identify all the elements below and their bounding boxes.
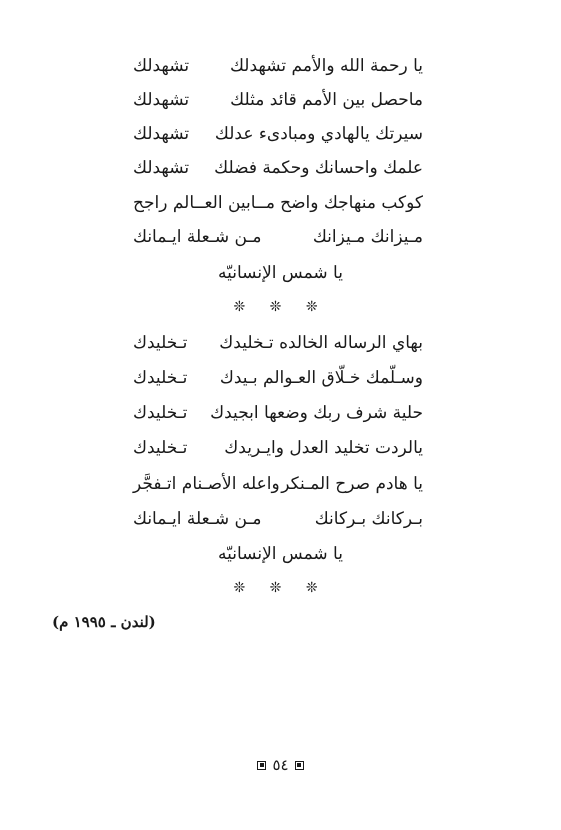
verse-first-hemistich: علمك واحسانك وحكمة فضلك xyxy=(214,158,423,178)
verse-second-hemistich: تـخليدك xyxy=(133,368,188,388)
verse-second-hemistich: واعله الأصـنام اتـفجَّر xyxy=(133,474,280,494)
verse-second-hemistich: مـن شـعلة ايـمانك xyxy=(133,509,262,529)
refrain-line: يا شمس الإنسانيّه xyxy=(218,263,343,283)
verse-first-hemistich: حلية شرف ربك وضعها ابجيدك xyxy=(210,403,423,423)
verse-line xyxy=(133,332,423,354)
verse-line xyxy=(133,89,423,111)
verse-first-hemistich: سيرتك يالهادي ومبادىء عدلك xyxy=(214,124,423,144)
stanza-separator: ❊ ❊ ❊ xyxy=(233,580,328,596)
verse-line xyxy=(133,55,423,77)
verse-line xyxy=(133,402,423,424)
page-number-value: ٥٤ xyxy=(272,756,289,774)
verse-first-hemistich: بهاي الرساله الخالده تـخليدك xyxy=(219,333,423,353)
verse-first-hemistich: ماحصل بين الأمم قائد مثلك xyxy=(230,90,423,110)
verse-second-hemistich: تـخليدك xyxy=(133,403,188,423)
square-box-icon xyxy=(295,761,304,770)
verse-second-hemistich: تشهدلك xyxy=(133,90,190,110)
page-number xyxy=(0,755,561,775)
square-box-icon xyxy=(257,761,266,770)
verse-first-hemistich: يالردت تخليد العدل وايـريدك xyxy=(224,438,423,458)
place-date-note: (لندن ـ ١٩٩٥ م) xyxy=(52,613,156,631)
verse-line xyxy=(133,508,423,530)
verse-second-hemistich: تـخليدك xyxy=(133,438,188,458)
verse-second-hemistich: مـن شـعلة ايـمانك xyxy=(133,227,262,247)
verse-line xyxy=(133,226,423,248)
verse-first-hemistich: وسـلّمك خـلّاق العـوالم بـيدك xyxy=(219,368,423,388)
verse-second-hemistich: تشهدلك xyxy=(133,124,190,144)
verse-line xyxy=(133,437,423,459)
refrain-line: يا شمس الإنسانيّه xyxy=(218,544,343,564)
verse-second-hemistich: تشهدلك xyxy=(133,56,190,76)
stanza-separator: ❊ ❊ ❊ xyxy=(233,299,328,315)
verse-line xyxy=(133,123,423,145)
verse-line xyxy=(133,367,423,389)
verse-line xyxy=(133,192,423,214)
verse-second-hemistich: تشهدلك xyxy=(133,158,190,178)
verse-first-hemistich: كوكب منهاجك واضح xyxy=(280,193,423,213)
verse-first-hemistich: يا هادم صرح المـنكر xyxy=(281,474,423,494)
verse-first-hemistich: بـركانك بـركانك xyxy=(314,509,423,529)
verse-first-hemistich: يا رحمة الله والأمم تشهدلك xyxy=(229,56,423,76)
verse-line xyxy=(133,473,423,495)
verse-line xyxy=(133,157,423,179)
verse-first-hemistich: مـيزانك مـيزانك xyxy=(312,227,423,247)
verse-second-hemistich: مــابين العــالم راجح xyxy=(133,193,276,213)
verse-second-hemistich: تـخليدك xyxy=(133,333,188,353)
